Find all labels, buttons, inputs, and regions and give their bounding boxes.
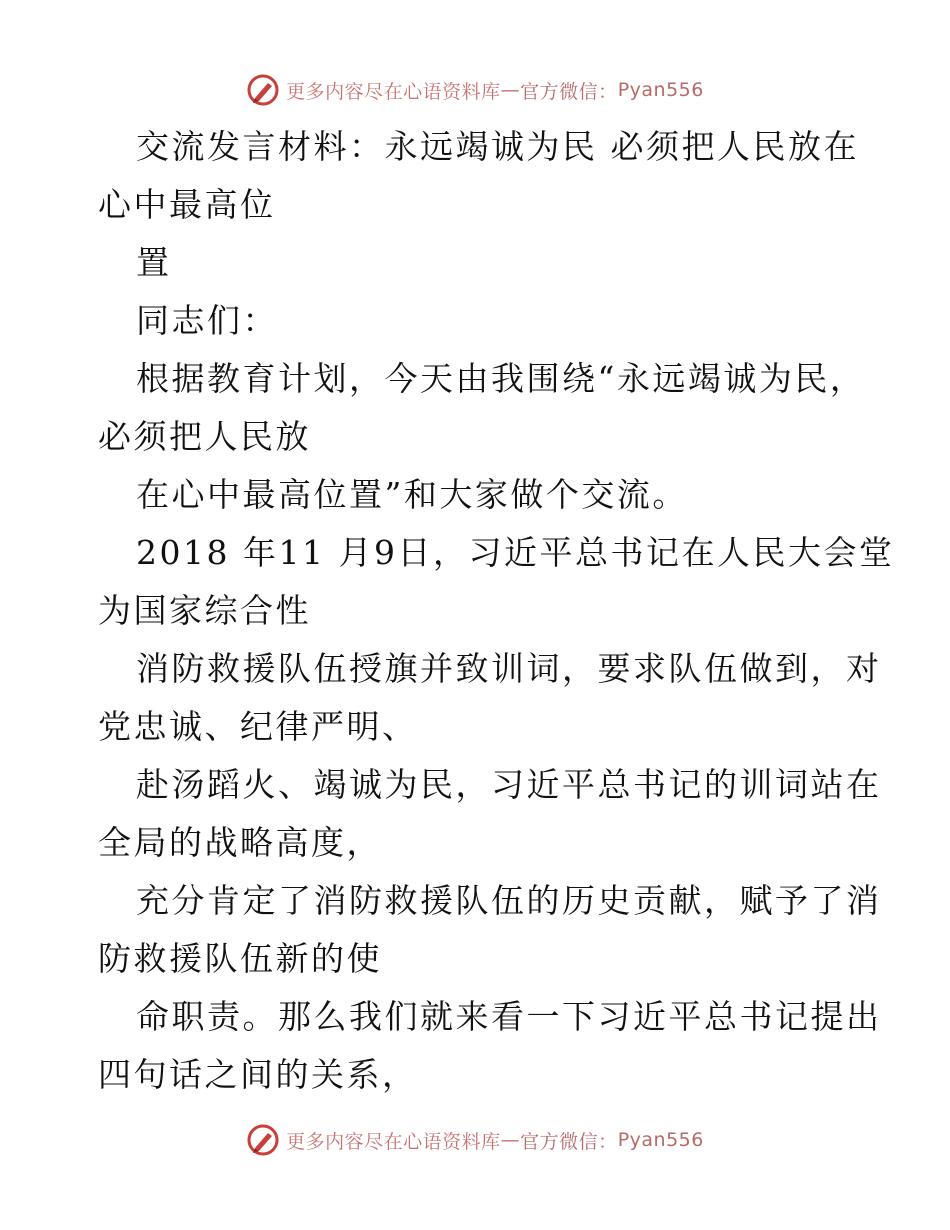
watermark-wechat-label: 官方微信： — [520, 80, 618, 103]
doc-paragraph-line: 在心中最高位置”和大家做个交流。 — [136, 475, 688, 514]
doc-title-line-3: 置 — [136, 243, 172, 282]
doc-paragraph-line: 必须把人民放 — [98, 417, 311, 456]
watermark-separator: — — [500, 79, 521, 101]
doc-paragraph-line: 为国家综合性 — [98, 591, 311, 630]
pen-logo-icon — [246, 1123, 280, 1157]
doc-paragraph-line: 充分肯定了消防救援队伍的历史贡献，赋予了消 — [136, 881, 882, 920]
doc-paragraph-line: 2018 年11 月9日，习近平总书记在人民大会堂 — [136, 533, 895, 572]
watermark-header — [0, 70, 950, 110]
doc-paragraph-line: 全局的战略高度， — [98, 823, 382, 862]
watermark-brand: 更多内容尽在心语资料库 — [286, 1130, 501, 1153]
doc-paragraph-line: 消防救援队伍授旗并致训词，要求队伍做到，对 — [136, 649, 882, 688]
doc-paragraph-line: 党忠诚、纪律严明、 — [98, 707, 418, 746]
watermark-wechat-id: Pyan556 — [617, 79, 704, 101]
doc-paragraph-line: 防救援队伍新的使 — [98, 939, 382, 978]
watermark-separator: — — [500, 1129, 521, 1151]
doc-title-line-1: 交流发言材料：永远竭诚为民 必须把人民放在 — [136, 127, 859, 166]
doc-paragraph-line: 根据教育计划，今天由我围绕“永远竭诚为民， — [136, 359, 866, 398]
doc-salutation: 同志们： — [136, 301, 278, 340]
watermark-footer — [0, 1120, 950, 1160]
doc-paragraph-line: 四句话之间的关系， — [98, 1055, 418, 1094]
doc-paragraph-line: 命职责。那么我们就来看一下习近平总书记提出 — [136, 997, 882, 1036]
doc-paragraph-line: 赴汤蹈火、竭诚为民，习近平总书记的训词站在 — [136, 765, 882, 804]
watermark-brand: 更多内容尽在心语资料库 — [286, 80, 501, 103]
watermark-wechat-label: 官方微信： — [520, 1130, 618, 1153]
doc-title-line-2: 心中最高位 — [98, 185, 276, 224]
watermark-wechat-id: Pyan556 — [617, 1129, 704, 1151]
pen-logo-icon — [246, 73, 280, 107]
